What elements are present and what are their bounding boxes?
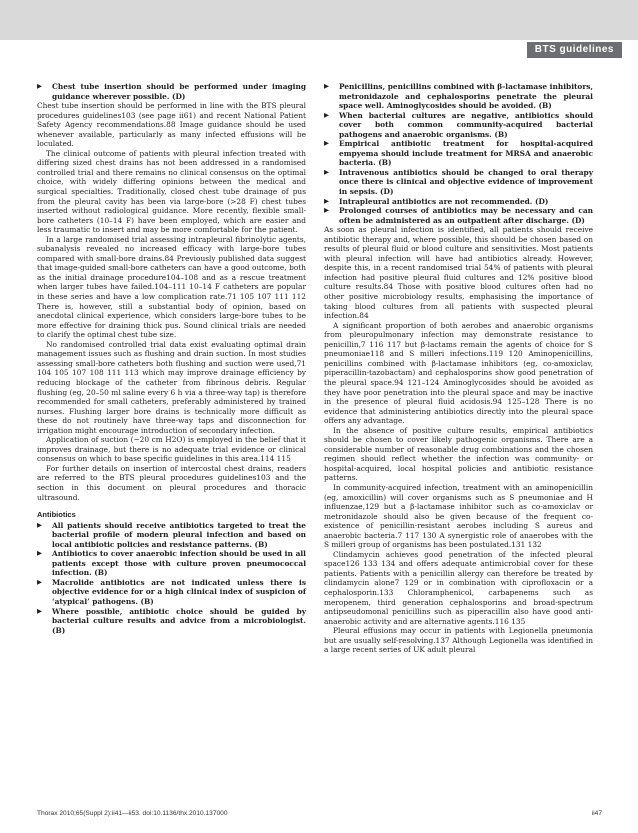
recommendation-item (324, 139, 593, 168)
recommendation-text: Intravenous antibiotics should be changed to oral therapy once there is clinical and objective evidence of improvement in sepsis. (D) (339, 167, 593, 197)
recommendation-item (324, 168, 593, 197)
left-column (37, 82, 306, 635)
recommendation-text: Intrapleural antibiotics are not recommended. (D) (339, 196, 549, 206)
recommendation-item (37, 521, 306, 550)
paragraph: Clindamycin achieves good penetration of the infected pleural space126 133 134 and offers adequate antimicrobial cover for these patients. Patients with a penicillin allergy can therefore be treated by clindamycin alone7 129 or in combination with ciprofloxacin or a cephalosporin.133 Chloramphenicol, carbapenems such as meropenem, third generation cephalosporins and broad-spectrum antipseudomonal penicillins such as piperacillin also have good anti-anaerobic activity and are alternative agents.116 135 (324, 549, 593, 626)
recommendation-text: When bacterial cultures are negative, antibiotics should cover both common community-acquired bacterial pathogens and anaerobic organisms. (B) (339, 110, 593, 139)
recommendation-item (324, 111, 593, 140)
recommendation-item (37, 578, 306, 607)
arrow-bullet-icon: ▶ (324, 196, 329, 205)
arrow-bullet-icon: ▶ (324, 82, 329, 90)
recommendation-text: Where possible, antibiotic choice should be guided by bacterial culture results and advice from a microbiologist. (B) (52, 606, 306, 635)
recommendation-text: Antibiotics to cover anaerobic infection should be used in all patients except those with culture proven pneumococcal infection. (B) (52, 549, 306, 578)
paragraph: No randomised controlled trial data exist evaluating optimal drain management issues such as flushing and drain suction. In most studies assessing small-bore catheters both flushing and suction were used,71 104 105 107 108 111 113 which may improve drainage efficiency by reducing blockage of the catheter from fibrinous debris. Regular flushing (eg, 20–50 ml saline every 6 h via a three-way tap) is therefore recommended for small catheters, preferably administered by trained nurses. Flushing larger bore drains is technically more difficult as these do not routinely have three-way taps and disconnection for irrigation might encourage introduction of secondary infection. (37, 339, 306, 435)
right-column (324, 82, 593, 655)
arrow-bullet-icon: ▶ (324, 110, 329, 119)
paragraph: In the absence of positive culture results, empirical antibiotics should be chosen to cover likely pathogenic organisms. There are a considerable number of reasonable drug combinations and the chosen regimen should reflect whether the infection was community- or hospital-acquired, local hospital policies and antibiotic resistance patterns. (324, 425, 593, 483)
arrow-bullet-icon: ▶ (324, 139, 329, 148)
recommendation-item (37, 82, 306, 101)
paragraph: Chest tube insertion should be performed in line with the BTS pleural procedures guidelines103 (see page ii61) and recent National Patient Safety Agency recommendations.88 Image guidance should be used whenever available, particularly as many infected effusions will be loculated. (37, 101, 306, 149)
arrow-bullet-icon: ▶ (324, 167, 329, 176)
paragraph: As soon as pleural infection is identified, all patients should receive antibiotic therapy and, where possible, this should be chosen based on results of pleural fluid or blood culture and sensitivities. Most patients with pleural infection will have had antibiotics already. However, despite this, in a recent randomised trial 54% of patients with pleural infection had positive pleural fluid cultures and 12% positive blood culture results.84 Those with positive blood cultures often had no other positive microbiology results, emphasising the importance of taking blood cultures from all patients with suspected pleural infection.84 (324, 225, 593, 321)
recommendation-text: All patients should receive antibiotics targeted to treat the bacterial profile of modern pleural infection and based on local antibiotic policies and resistance patterns. (B) (52, 520, 306, 549)
paragraph: Pleural effusions may occur in patients with Legionella pneumonia but are usually self-resolving.137 Although Legionella was identified in a large recent series of UK adult pleural (324, 626, 593, 655)
arrow-bullet-icon: ▶ (37, 577, 42, 586)
recommendation-item (324, 197, 593, 207)
recommendation-item (324, 206, 593, 225)
recommendation-text: Chest tube insertion should be performed under imaging guidance wherever possible. (D) (52, 82, 306, 101)
paragraph: Application of suction (−20 cm H2O) is employed in the belief that it improves drainage, but there is no adequate trial evidence or clinical consensus on which to base specific guidelines in this area.114 115 (37, 435, 306, 464)
arrow-bullet-icon: ▶ (324, 206, 329, 215)
recommendation-item (37, 549, 306, 578)
paragraph: For further details on insertion of intercostal chest drains, readers are referred to the BTS pleural procedures guidelines103 and the section in this document on pleural procedures and thoracic ultrasound. (37, 463, 306, 502)
arrow-bullet-icon: ▶ (37, 549, 42, 558)
recommendation-text: Macrolide antibiotics are not indicated unless there is objective evidence for or a high clinical index of suspicion of ‘atypical’ pathogens. (B) (52, 577, 306, 606)
section-heading: Antibiotics (37, 510, 76, 520)
arrow-bullet-icon: ▶ (37, 82, 42, 90)
recommendation-text: Prolonged courses of antibiotics may be necessary and can often be administered as an outpatient after discharge. (D) (339, 206, 593, 225)
top-banner (0, 0, 638, 40)
paragraph: In community-acquired infection, treatment with an aminopenicillin (eg, amoxicillin) will cover organisms such as S pneumoniae and H influenzae,129 but a β-lactamase inhibitor such as co-amoxiclav or metronidazole should also be given because of the frequent co-existence of penicillin-resistant aerobes including S aureus and anaerobic bacteria.7 117 130 A synergistic role of anaerobes with the S milleri group of organisms has been postulated.131 132 (324, 482, 593, 550)
page-number: ii47 (591, 810, 602, 817)
recommendation-item (324, 82, 593, 111)
arrow-bullet-icon: ▶ (37, 606, 42, 615)
paragraph: The clinical outcome of patients with pleural infection treated with differing sized chest drains has not been addressed in a randomised controlled trial and there remains no clinical consensus on the optimal choice, with widely differing opinions between the medical and surgical specialties. Traditionally, closed chest tube drainage of pus from the pleural cavity has been via large-bore (>28 F) chest tubes inserted without radiological guidance. More recently, flexible small-bore catheters (10–14 F) have been employed, which are easier and less traumatic to insert and may be more comfortable for the patient. (37, 148, 306, 235)
recommendation-item (37, 607, 306, 636)
recommendation-text: Empirical antibiotic treatment for hospital-acquired empyema should include treatment for MRSA and anaerobic bacteria. (B) (339, 139, 593, 168)
paragraph: In a large randomised trial assessing intrapleural fibrinolytic agents, subanalysis revealed no increased efficacy with large-bore tubes compared with small-bore drains.84 Previously published data suggest that image-guided small-bore catheters can have a good outcome, both as the initial drainage procedure104–108 and as a rescue treatment when larger tubes have failed.104–111 10–14 F catheters are popular in these series and have a low complication rate.71 105 107 111 112 There is, however, still a substantial body of opinion, based on anecdotal clinical experience, which considers large-bore tubes to be more effective for draining thick pus. Sound clinical trials are needed to clarify the optimal chest tube size. (37, 234, 306, 340)
arrow-bullet-icon: ▶ (37, 520, 42, 529)
paragraph: A significant proportion of both aerobes and anaerobic organisms from pleuropulmonary infection may demonstrate resistance to penicillin,7 116 117 but β-lactams remain the agents of choice for S pneumoniae118 and S milleri infections.119 120 Aminopenicillins, penicillins combined with β-lactamase inhibitors (eg, co-amoxiclav, piperacillin-tazobactam) and cephalosporins show good penetration of the pleural space.94 121–124 Aminoglycosides should be avoided as they have poor penetration into the pleural space and may be inactive in the presence of pleural fluid acidosis.94 125–128 There is no evidence that administering antibiotics directly into the pleural space offers any advantage. (324, 320, 593, 426)
running-header: BTS guidelines (527, 42, 622, 58)
footer-citation: Thorax 2010;65(Suppl 2):ii41—ii53. doi:10.1136/thx.2010.137000 (37, 810, 228, 817)
recommendation-text: Penicillins, penicillins combined with β-lactamase inhibitors, metronidazole and cephalosporins penetrate the pleural space well. Aminoglycosides should be avoided. (B) (339, 82, 593, 111)
